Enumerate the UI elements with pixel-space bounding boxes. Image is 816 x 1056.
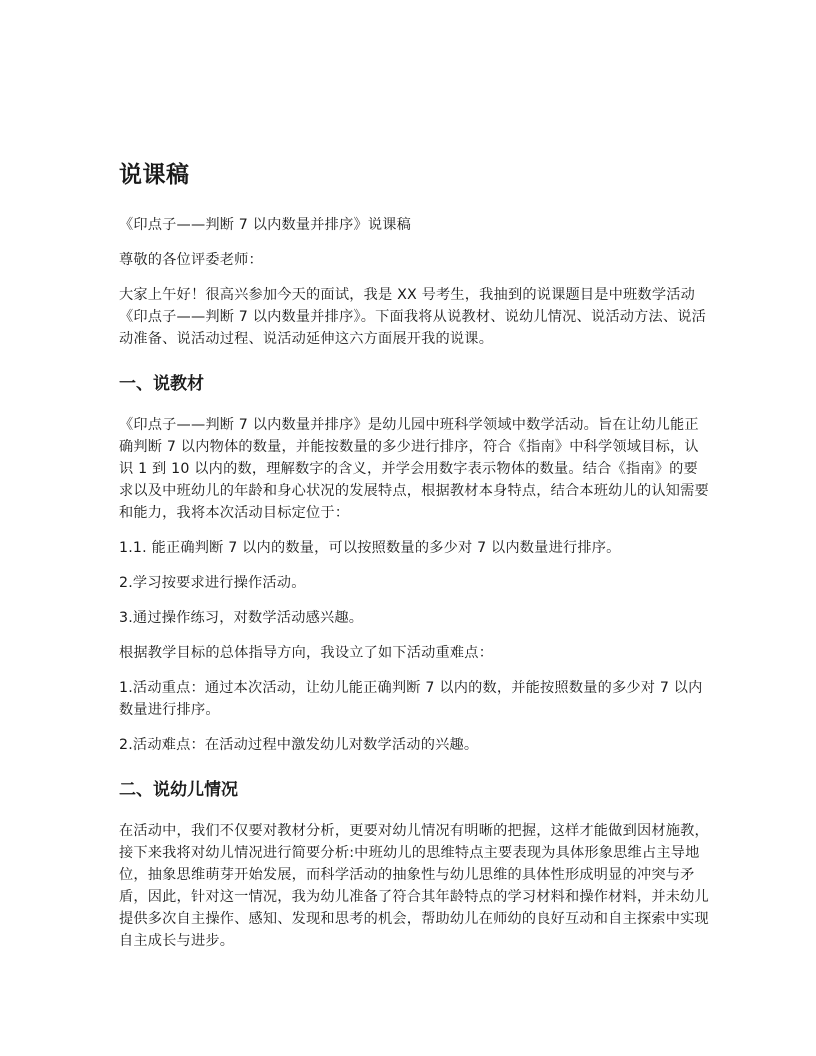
document-title: 说课稿	[119, 162, 190, 188]
difficulty-item: 2.活动难点：在活动过程中激发幼儿对数学活动的兴趣。	[119, 737, 479, 753]
section-heading-teaching-material: 一、说教材	[119, 374, 204, 394]
key-points-intro: 根据教学目标的总体指导方向，我设立了如下活动重难点：	[119, 645, 494, 661]
goal-item-2: 2.学习按要求进行操作活动。	[119, 575, 306, 591]
lesson-title-line: 《印点子——判断 7 以内数量并排序》说课稿	[119, 217, 412, 233]
material-paragraph: 《印点子——判断 7 以内数量并排序》是幼儿园中班科学领域中数学活动。旨在让幼儿能正确判断 7 以内物体的数量，并能按数量的多少进行排序，符合《指南》中科学领域目标，认识 1 到 10 以内的数，理解数字的含义，并学会用数字表示物体的数量。结合《指南》的要求以及中班幼儿的年龄和身心状况的发展特点，根据教材本身特点，结合本班幼儿的认知需要和能力，我将本次活动目标定位于：	[119, 417, 709, 521]
document-page	[119, 157, 709, 965]
section-heading-children-situation: 二、说幼儿情况	[119, 780, 238, 800]
children-situation-paragraph: 在活动中，我们不仅要对教材分析，更要对幼儿情况有明晰的把握，这样才能做到因材施教，接下来我将对幼儿情况进行简要分析:中班幼儿的思维特点主要表现为具体形象思维占主导地位，抽象思维萌芽开始发展，而科学活动的抽象性与幼儿思维的具体性形成明显的冲突与矛盾，因此，针对这一情况，我为幼儿准备了符合其年龄特点的学习材料和操作材料，并未幼儿提供多次自主操作、感知、发现和思考的机会，帮助幼儿在师幼的良好互动和自主探索中实现自主成长与进步。	[119, 823, 709, 949]
goal-item-1: 1.1. 能正确判断 7 以内的数量，可以按照数量的多少对 7 以内数量进行排序。	[119, 540, 621, 556]
salutation: 尊敬的各位评委老师：	[119, 252, 263, 268]
goal-item-3: 3.通过操作练习，对数学活动感兴趣。	[119, 610, 364, 626]
key-point-item: 1.活动重点：通过本次活动，让幼儿能正确判断 7 以内的数，并能按照数量的多少对 7 以内数量进行排序。	[119, 680, 703, 718]
intro-paragraph: 大家上午好！很高兴参加今天的面试，我是 XX 号考生，我抽到的说课题目是中班数学活动《印点子——判断 7 以内数量并排序》。下面我将从说教材、说幼儿情况、说活动方法、说活动准备、说活动过程、说活动延伸这六方面展开我的说课。	[119, 287, 707, 347]
